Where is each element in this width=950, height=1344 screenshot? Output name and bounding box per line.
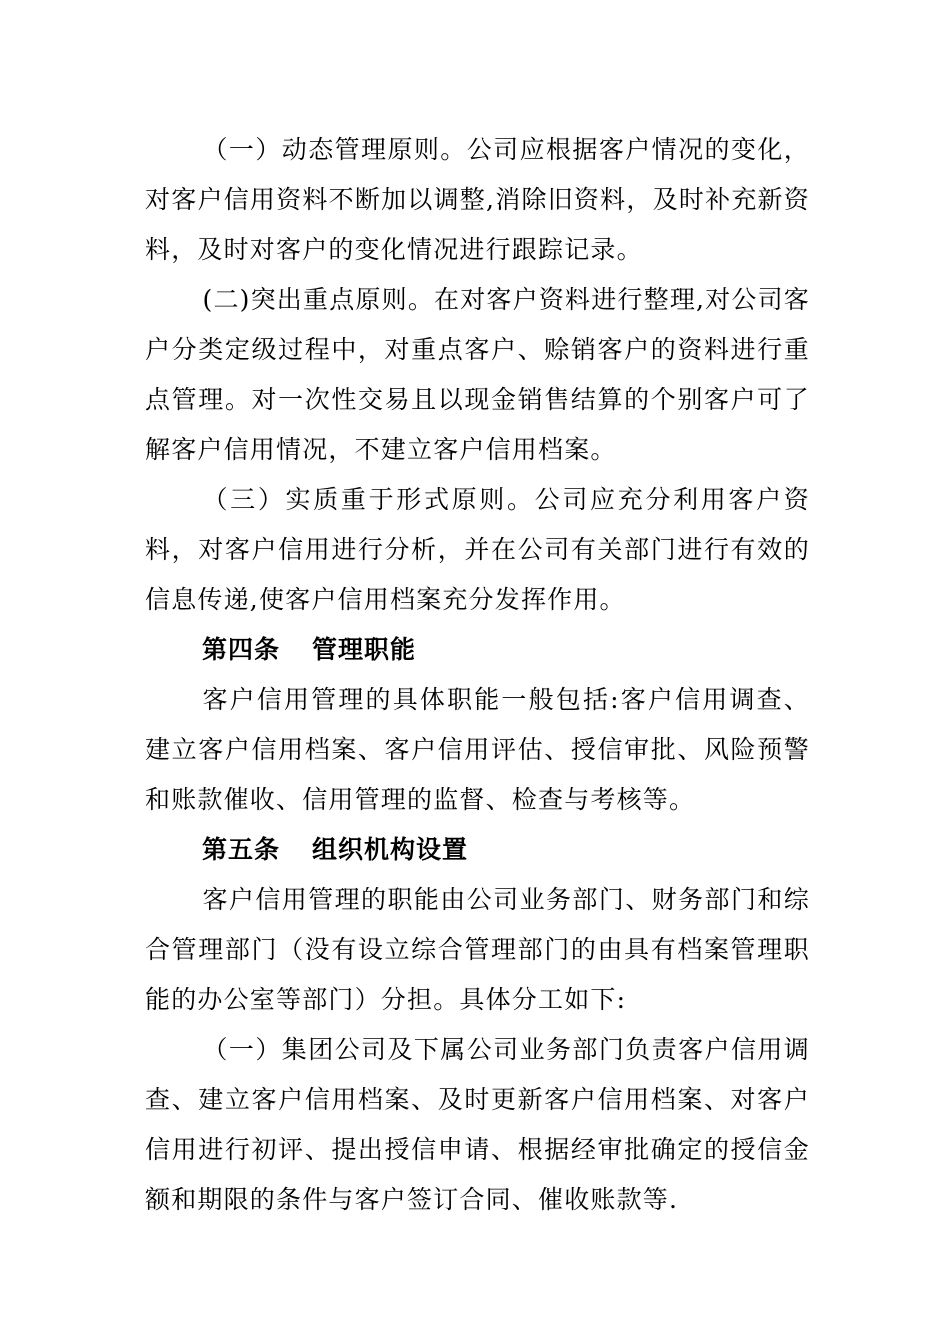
article-title: 管理职能 <box>312 635 417 664</box>
article-number: 第四条 <box>202 635 281 664</box>
section-heading-article-5 <box>145 825 810 875</box>
section-heading-article-4 <box>145 625 810 675</box>
document-body <box>145 125 810 1225</box>
paragraph-key-focus: (二)突出重点原则。在对客户资料进行整理,对公司客户分类定级过程中，对重点客户、赊销客户的资料进行重点管理。对一次性交易且以现金销售结算的个别客户可了解客户信用情况，不建立客户信用档案。 <box>145 285 810 464</box>
paragraph-organization-setup: 客户信用管理的职能由公司业务部门、财务部门和综合管理部门（没有设立综合管理部门的由具有档案管理职能的办公室等部门）分担。具体分工如下: <box>145 885 810 1014</box>
paragraph-dynamic-management: （一）动态管理原则。公司应根据客户情况的变化，对客户信用资料不断加以调整,消除旧资料，及时补充新资料，及时对客户的变化情况进行跟踪记录。 <box>145 135 810 264</box>
paragraph-business-department-duties: （一）集团公司及下属公司业务部门负责客户信用调查、建立客户信用档案、及时更新客户信用档案、对客户信用进行初评、提出授信申请、根据经审批确定的授信金额和期限的条件与客户签订合同、催收账款等. <box>145 1035 810 1214</box>
paragraph-substance-over-form: （三）实质重于形式原则。公司应充分利用客户资料，对客户信用进行分析，并在公司有关部门进行有效的信息传递,使客户信用档案充分发挥作用。 <box>145 485 810 614</box>
paragraph-management-functions: 客户信用管理的具体职能一般包括:客户信用调查、建立客户信用档案、客户信用评估、授信审批、风险预警和账款催收、信用管理的监督、检查与考核等。 <box>145 685 810 814</box>
article-title: 组织机构设置 <box>312 835 469 864</box>
article-number: 第五条 <box>202 835 281 864</box>
